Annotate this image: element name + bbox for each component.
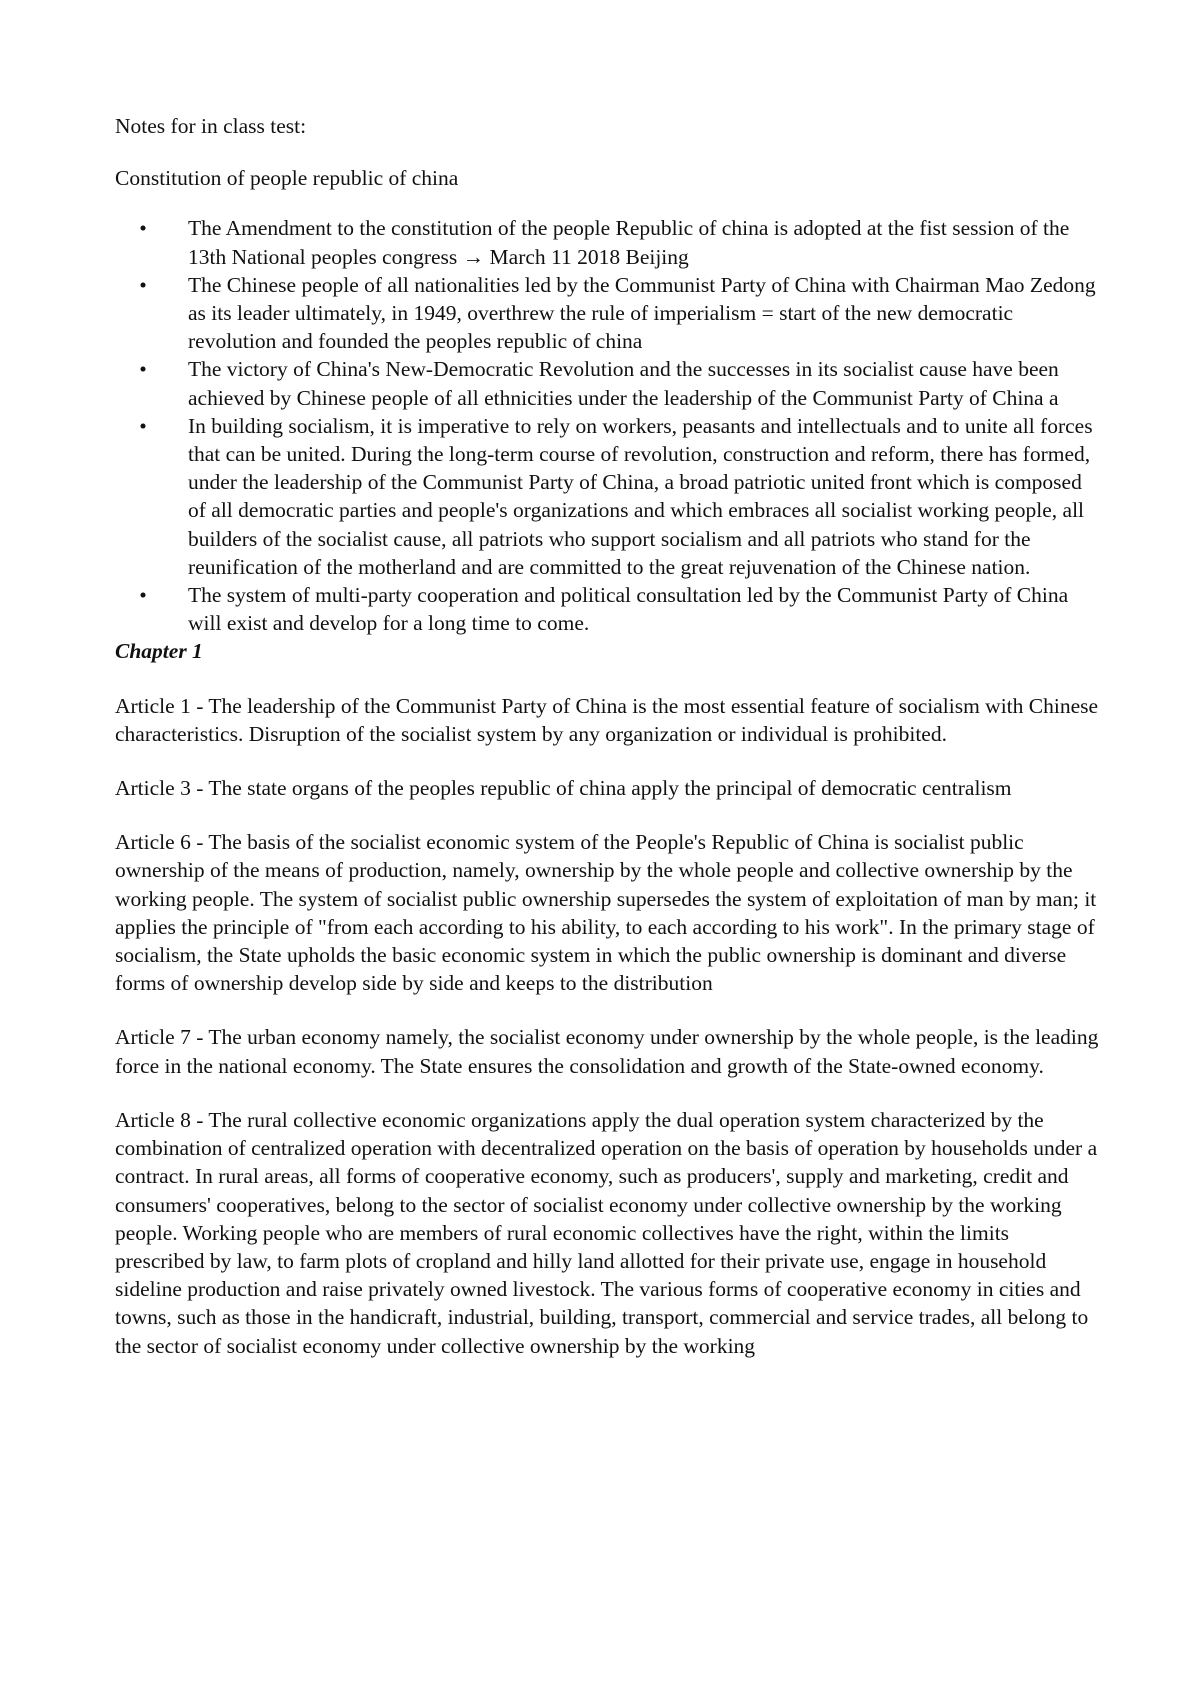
article-paragraph: Article 6 - The basis of the socialist economic system of the People's Republic of China is socialist public ownership of the means of production, namely, ownership by the whole people and collective ownership by the working people. The system of socialist public ownership supersedes the system of exploitation of man by man; it applies the principle of "from each according to his ability, to each according to his work". In the primary stage of socialism, the State upholds the basic economic system in which the public ownership is dominant and diverse forms of ownership develop side by side and keeps to the distribution <box>115 830 1097 996</box>
document-subheading: Constitution of people republic of china <box>115 166 459 191</box>
list-item <box>115 271 1100 356</box>
bullet-icon: • <box>139 583 147 608</box>
list-item-text: The Amendment to the constitution of the people Republic of china is adopted at the fist session of the 13th National peoples congress → March 11 2018 Beijing <box>188 216 1070 269</box>
list-item <box>115 412 1100 581</box>
bullet-list <box>115 214 1100 637</box>
article-paragraph: Article 8 - The rural collective economic organizations apply the dual operation system characterized by the combination of centralized operation with decentralized operation on the basis of operation by households under a contract. In rural areas, all forms of cooperative economy, such as producers', supply and marketing, credit and consumers' cooperatives, belong to the sector of socialist economy under collective ownership by the working people. Working people who are members of rural economic collectives have the right, within the limits prescribed by law, to farm plots of cropland and hilly land allotted for their private use, engage in household sideline production and raise privately owned livestock. The various forms of cooperative economy in cities and towns, such as those in the handicraft, industrial, building, transport, commercial and service trades, all belong to the sector of socialist economy under collective ownership by the working <box>115 1107 1098 1358</box>
list-item-text: The Chinese people of all nationalities led by the Communist Party of China with Chairman Mao Zedong as its leader ultimately, in 1949, overthrew the rule of imperialism = start of the new democratic revolution and founded the peoples republic of china <box>188 272 1096 354</box>
list-item-text: The victory of China's New-Democratic Revolution and the successes in its socialist cause have been achieved by Chinese people of all ethnicities under the leadership of the Communist Party of China a <box>188 357 1059 410</box>
list-item <box>115 214 1100 270</box>
document-page <box>115 112 1100 1386</box>
list-item-text: The system of multi-party cooperation and political consultation led by the Communist Party of China will exist and develop for a long time to come. <box>188 583 1069 636</box>
article-paragraph: Article 1 - The leadership of the Communist Party of China is the most essential feature of socialism with Chinese characteristics. Disruption of the socialist system by any organization or individual is prohibited. <box>115 693 1099 746</box>
list-item-text: In building socialism, it is imperative to rely on workers, peasants and intellectuals and to unite all forces that can be united. During the long-term course of revolution, construction and reform, there has formed, under the leadership of the Communist Party of China, a broad patriotic united front which is composed of all democratic parties and people's organizations and which embraces all socialist working people, all builders of the socialist cause, all patriots who support socialism and all patriots who stand for the reunification of the motherland and are committed to the great rejuvenation of the Chinese nation. <box>188 413 1093 579</box>
list-item <box>115 581 1100 637</box>
bullet-icon: • <box>139 413 147 438</box>
bullet-icon: • <box>139 272 147 297</box>
article-paragraph: Article 3 - The state organs of the peoples republic of china apply the principal of democratic centralism <box>115 776 1012 801</box>
list-item <box>115 355 1100 411</box>
chapter-title: Chapter 1 <box>115 639 203 664</box>
article-paragraph: Article 7 - The urban economy namely, the socialist economy under ownership by the whole people, is the leading force in the national economy. The State ensures the consolidation and growth of the State-owned economy. <box>115 1025 1099 1078</box>
bullet-icon: • <box>139 216 147 241</box>
document-heading: Notes for in class test: <box>115 114 307 138</box>
bullet-icon: • <box>139 357 147 382</box>
